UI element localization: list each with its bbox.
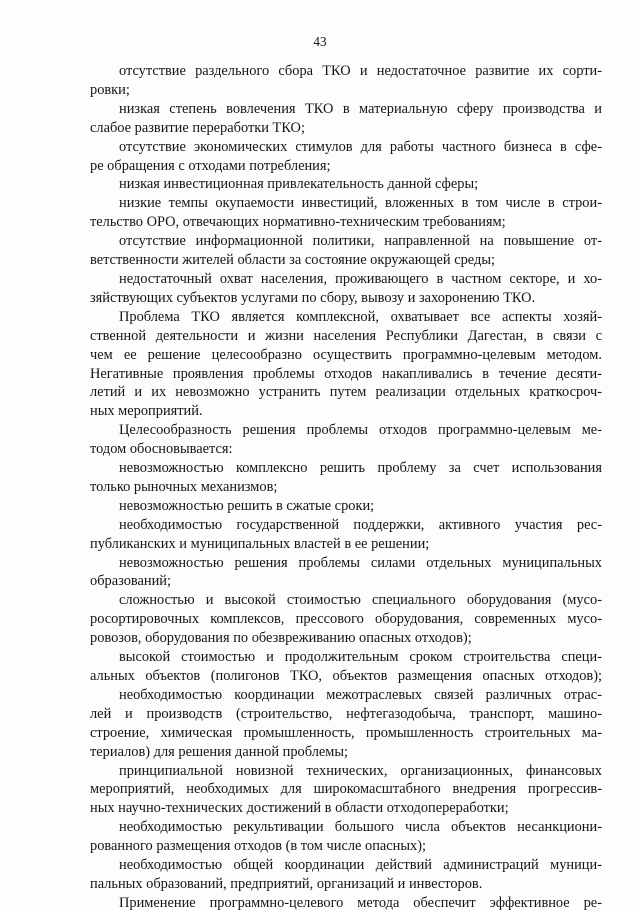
text-line: строение, химическая промышленность, промышленность строительных ма-	[90, 724, 602, 741]
text-line: пальных образований, предприятий, организаций и инвесторов.	[90, 875, 483, 892]
text-line: ровки;	[90, 81, 130, 98]
text-line: слабое развитие переработки ТКО;	[90, 119, 305, 136]
text-line: териалов) для решения данной проблемы;	[90, 743, 349, 760]
text-line: низкая степень вовлечения ТКО в материальную сферу производства и	[119, 100, 602, 117]
text-line: ветственности жителей области за состояние окружающей среды;	[90, 252, 495, 269]
text-line: невозможностью комплексно решить проблему за счет использования	[119, 460, 602, 477]
text-line: рованного размещения отходов (в том числе опасных);	[90, 838, 427, 855]
text-line: росортировочных комплексов, прессового оборудования, современных мусо-	[90, 611, 602, 628]
text-line: ных научно-технических достижений в области отходопереработки;	[90, 800, 509, 817]
text-line: необходимостью общей координации действий администраций муници-	[119, 857, 602, 874]
text-line: ственной деятельности и жизни населения Республики Дагестан, в связи с	[90, 327, 602, 344]
text-line: ре обращения с отходами потребления;	[90, 157, 331, 174]
page-number: 43	[313, 34, 327, 49]
text-line: тодом обосновывается:	[90, 441, 233, 458]
text-line: сложностью и высокой стоимостью специального оборудования (мусо-	[119, 592, 602, 609]
text-line: Целесообразность решения проблемы отходов программно-целевым ме-	[119, 422, 602, 439]
text-line: отсутствие информационной политики, направленной на повышение от-	[119, 233, 602, 250]
text-line: необходимостью государственной поддержки, активного участия рес-	[119, 516, 602, 533]
text-line: образований;	[90, 573, 171, 590]
text-line: только рыночных механизмов;	[90, 478, 278, 495]
text-line: Негативные проявления проблемы отходов накапливались в течение десяти-	[90, 365, 602, 382]
text-line: невозможностью решения проблемы силами отдельных муниципальных	[119, 554, 602, 571]
text-line: Применение программно-целевого метода обеспечит эффективное ре-	[119, 894, 602, 911]
text-line: публиканских и муниципальных властей в ее решении;	[90, 535, 430, 552]
text-line: принципиальной новизной технических, организационных, финансовых	[119, 762, 602, 779]
text-line: низкая инвестиционная привлекательность данной сферы;	[119, 176, 479, 193]
text-line: отсутствие экономических стимулов для работы частного бизнеса в сфе-	[119, 138, 602, 155]
text-line: высокой стоимостью и продолжительным сроком строительства специ-	[119, 649, 602, 666]
text-line: необходимостью координации межотраслевых связей различных отрас-	[119, 686, 602, 703]
text-line: альных объектов (полигонов ТКО, объектов размещения опасных отходов);	[90, 668, 602, 684]
text-line: недостаточный охват населения, проживающего в частном секторе, и хо-	[119, 270, 602, 287]
text-line: отсутствие раздельного сбора ТКО и недостаточное развитие их сорти-	[119, 63, 602, 79]
text-line: зяйствующих субъектов услугами по сбору, вывозу и захоронению ТКО.	[90, 289, 536, 306]
body-text	[90, 62, 602, 913]
text-line: низкие темпы окупаемости инвестиций, вложенных в том числе в строи-	[119, 195, 602, 212]
text-line: ных мероприятий.	[90, 403, 203, 420]
text-line: чем ее решение целесообразно осуществить программно-целевым методом.	[90, 346, 602, 363]
text-line: тельство ОРО, отвечающих нормативно-техническим требованиям;	[90, 214, 506, 231]
text-line: ровозов, оборудования по обезвреживанию опасных отходов);	[90, 630, 472, 647]
text-line: мероприятий, необходимых для широкомасштабного внедрения прогрессив-	[90, 781, 602, 798]
text-line: лей и производств (строительство, нефтегазодобыча, транспорт, машино-	[90, 705, 602, 722]
text-line: Проблема ТКО является комплексной, охватывает все аспекты хозяй-	[119, 308, 602, 325]
text-line: необходимостью рекультивации большого числа объектов несанкциони-	[119, 819, 602, 836]
text-line: невозможностью решить в сжатые сроки;	[119, 497, 375, 514]
text-line: летий и их невозможно устранить путем реализации отдельных краткосроч-	[90, 384, 602, 401]
